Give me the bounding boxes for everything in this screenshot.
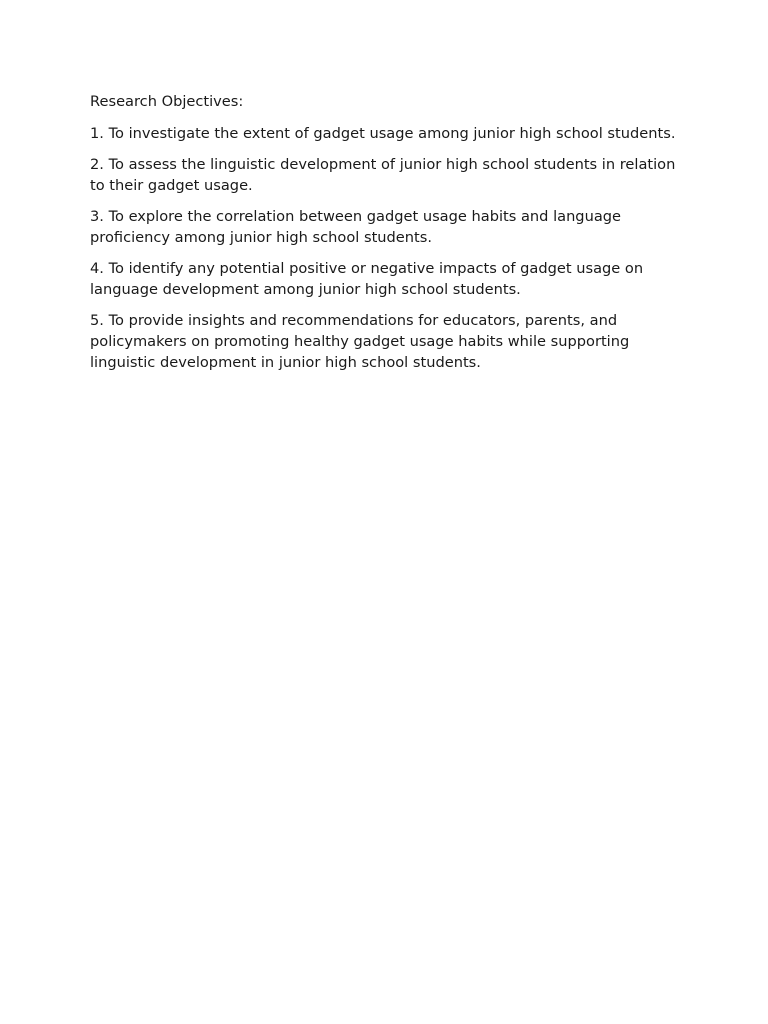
objective-item-1: 1. To investigate the extent of gadget usage among junior high school students. [90,125,676,142]
objective-item-3: 3. To explore the correlation between gadget usage habits and language proficiency among junior high school students. [90,208,622,246]
section-heading: Research Objectives: [90,93,244,110]
objective-item-2: 2. To assess the linguistic development of junior high school students in relation to their gadget usage. [90,156,676,194]
objective-item-5: 5. To provide insights and recommendations for educators, parents, and policymakers on promoting healthy gadget usage habits while supporting linguistic development in junior high school students. [90,312,630,371]
objective-item-4: 4. To identify any potential positive or negative impacts of gadget usage on language development among junior high school students. [90,260,644,298]
